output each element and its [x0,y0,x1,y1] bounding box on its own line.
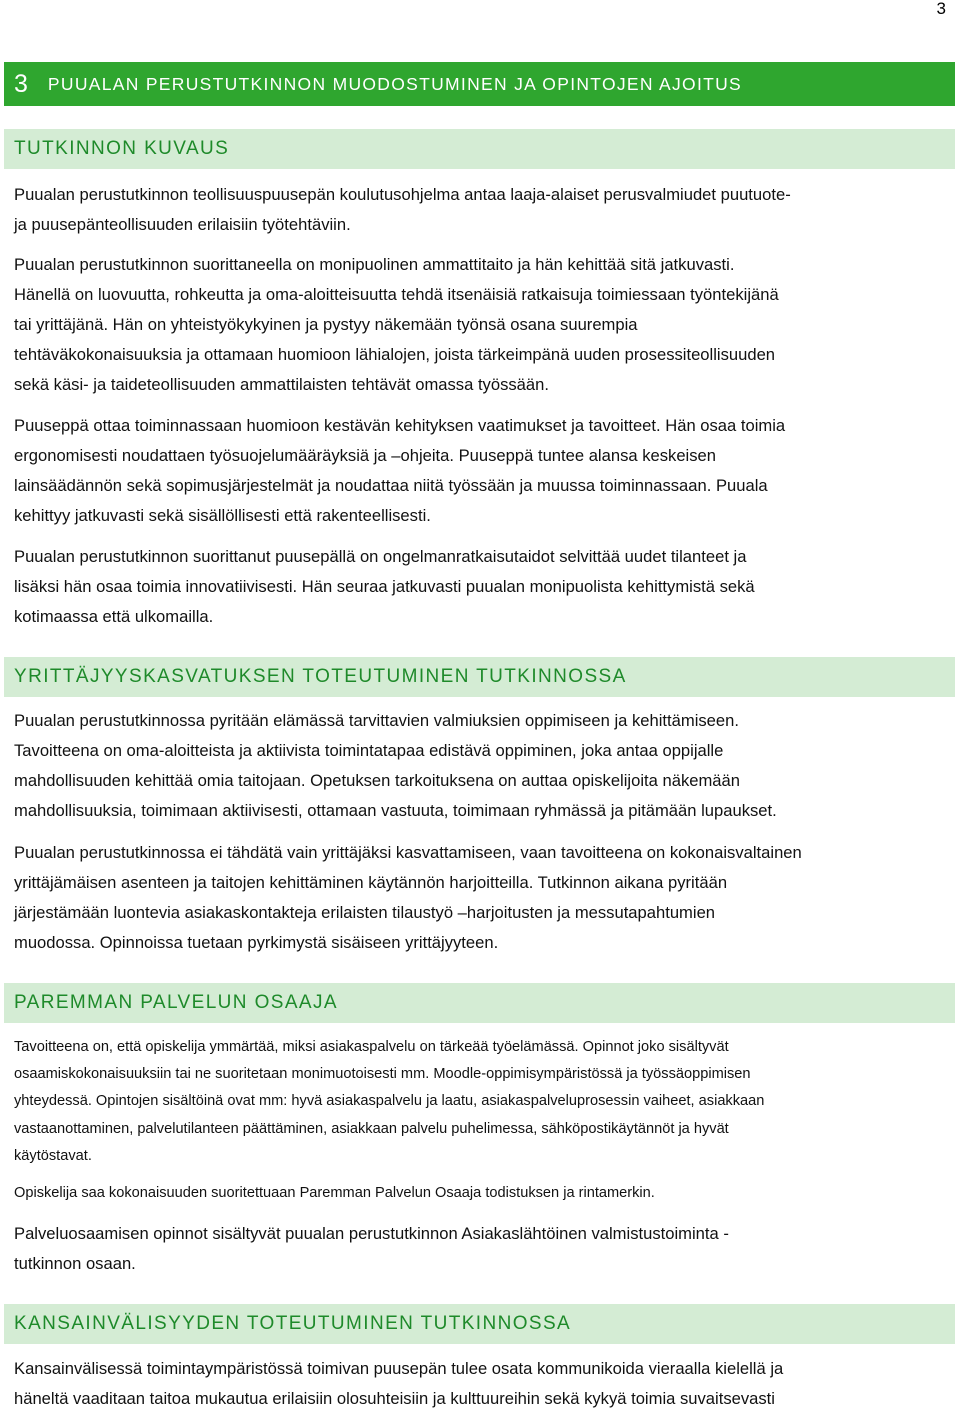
text-line: Puualan perustutkinnon suorittanut puusepällä on ongelmanratkaisutaidot selvittää uudet tilanteet ja [14,547,747,566]
paragraph-yrittajyys-2 [14,838,946,958]
text-line: lainsäädännön sekä sopimusjärjestelmät ja noudattaa niitä työssään ja muussa toiminnassaan. Puuala [14,476,768,495]
chapter-title: PUUALAN PERUSTUTKINNON MUODOSTUMINEN JA OPINTOJEN AJOITUS [47,73,743,94]
text-line: Puualan perustutkinnossa pyritään elämässä tarvittavien valmiuksien oppimiseen ja kehittämiseen. [14,711,739,730]
text-line: kehittyy jatkuvasti sekä sisällöllisesti että rakenteellisesti. [14,506,431,525]
paragraph-kuvaus-1 [14,180,946,240]
text-line: tai yrittäjänä. Hän on yhteistyökykyinen ja pystyy näkemään työnsä osana suurempia [14,315,638,334]
text-line: ergonomisesti noudattaen työsuojelumääräyksiä ja –ohjeita. Puuseppä tuntee alansa keskeisen [14,446,717,465]
text-line: mahdollisuuksia, toimimaan aktiivisesti, ottamaan vastuuta, toimimaan ryhmässä ja pitämään lupaukset. [14,801,777,820]
text-line: muodossa. Opinnoissa tuetaan pyrkimystä sisäiseen yrittäjyyteen. [14,933,499,952]
text-line: sekä käsi- ja taideteollisuuden ammattilaisten tehtävät omassa työssään. [14,375,549,394]
paragraph-kuvaus-3 [14,411,946,531]
text-line: käytöstavat. [14,1147,92,1164]
text-line: kotimaassa että ulkomailla. [14,607,214,626]
text-line: osaamiskokonaisuuksiin tai ne suoritetaan monimuotoisesti mm. Moodle-oppimisympäristössä ja työssäoppimisen [14,1066,751,1083]
chapter-heading-bar [4,62,955,106]
text-line: Puualan perustutkinnon teollisuuspuusepän koulutusohjelma antaa laaja-alaiset perusvalmiudet puutuote- [14,185,791,204]
text-line: lisäksi hän osaa toimia innovatiivisesti. Hän seuraa jatkuvasti puualan monipuolista kehittymistä sekä [14,577,755,596]
text-line: ja puusepänteollisuuden erilaisiin työtehtäviin. [14,215,351,234]
text-line: Opiskelija saa kokonaisuuden suoritettuaan Paremman Palvelun Osaaja todistuksen ja rintamerkin. [14,1185,655,1201]
paragraph-kansainvalisyys-1 [14,1354,946,1414]
text-line: Puuseppä ottaa toiminnassaan huomioon kestävän kehityksen vaatimukset ja tavoitteet. Hän osaa toimia [14,416,786,435]
text-line: Hänellä on luovuutta, rohkeutta ja oma-aloitteisuutta tehdä itsenäisiä ratkaisuja toimiessaan työntekijänä [14,285,779,304]
section-heading-kansainvalisyys: KANSAINVÄLISYYDEN TOTEUTUMINEN TUTKINNOSSA [4,1304,955,1344]
text-line: vastaanottaminen, palvelutilanteen päättäminen, asiakkaan palvelu puhelimessa, sähköpostikäytännöt ja hyvät [14,1120,729,1137]
chapter-number: 3 [14,69,28,98]
text-line: Tavoitteena on oma-aloitteista ja aktiivista toimintatapaa edistävä oppiminen, joka antaa oppijalle [14,741,724,760]
section-heading-palvelu: PAREMMAN PALVELUN OSAAJA [4,983,955,1023]
text-line: Puualan perustutkinnon suorittaneella on monipuolinen ammattitaito ja hän kehittää sitä jatkuvasti. [14,255,735,274]
text-line: tutkinnon osaan. [14,1254,136,1273]
text-line: tehtäväkokonaisuuksia ja ottamaan huomioon lähialojen, joista tärkeimpänä uuden prosessiteollisuuden [14,345,776,364]
text-line: Tavoitteena on, että opiskelija ymmärtää, miksi asiakaspalvelu on tärkeää työelämässä. Opinnot joko sisältyvät [14,1039,729,1055]
paragraph-kuvaus-2 [14,250,946,400]
section-heading-tutkinnon-kuvaus: TUTKINNON KUVAUS [4,129,955,169]
text-line: järjestämään luontevia asiakaskontakteja erilaisten tilaustyö –harjoitusten ja messutapahtumien [14,903,716,922]
paragraph-palvelu-3 [14,1219,946,1279]
text-line: Palveluosaamisen opinnot sisältyvät puualan perustutkinnon Asiakaslähtöinen valmistustoiminta - [14,1224,729,1243]
text-line: Puualan perustutkinnossa ei tähdätä vain yrittäjäksi kasvattamiseen, vaan tavoitteena on kokonaisvaltainen [14,843,802,862]
text-line: Kansainvälisessä toimintaympäristössä toimivan puusepän tulee osata kommunikoida vieraalla kielellä ja [14,1359,784,1378]
text-line: yrittäjämäisen asenteen ja taitojen kehittäminen käytännön harjoitteilla. Tutkinnon aikana pyritään [14,873,728,892]
paragraph-yrittajyys-1 [14,706,946,826]
paragraph-kuvaus-4 [14,542,946,632]
section-heading-yrittajyys: YRITTÄJYYSKASVATUKSEN TOTEUTUMINEN TUTKINNOSSA [4,657,955,697]
paragraph-palvelu-2 [14,1180,946,1207]
text-line: mahdollisuuden kehittää omia taitojaan. Opetuksen tarkoituksena on auttaa opiskelijoita näkemään [14,771,740,790]
paragraph-palvelu-1 [14,1034,946,1170]
text-line: yhteydessä. Opintojen sisältöinä ovat mm: hyvä asiakaspalvelu ja laatu, asiakaspalveluprosessin vaiheet, asiakkaan [14,1093,765,1110]
text-line: häneltä vaaditaan taitoa mukautua erilaisiin olosuhteisiin ja kulttuureihin sekä kykyä toimia suvaitsevasti [14,1389,775,1408]
page-number: 3 [936,0,946,18]
